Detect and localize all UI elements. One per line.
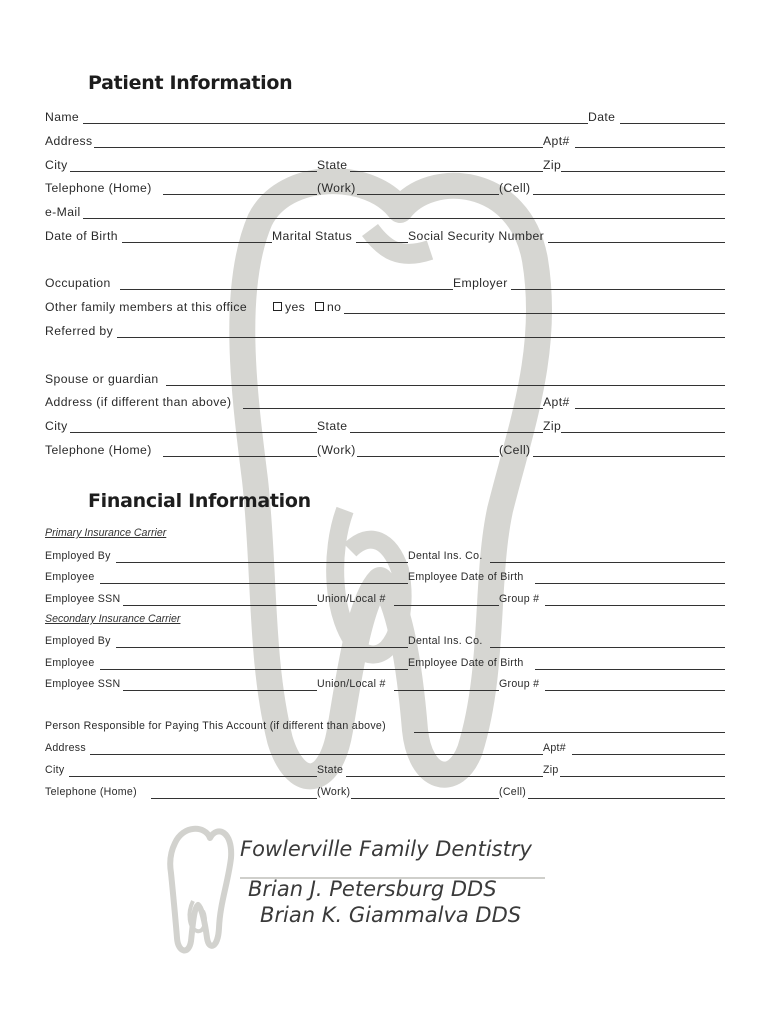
practice-logo	[165, 823, 555, 963]
referred-field[interactable]	[117, 337, 725, 338]
responsible-city-label: City	[45, 764, 65, 776]
name-label: Name	[45, 110, 80, 124]
spouse-address-label: Address (if different than above)	[45, 395, 232, 409]
responsible-city-field[interactable]	[69, 776, 317, 777]
primary-employee-dob-field[interactable]	[535, 583, 725, 584]
ssn-label: Social Security Number	[408, 229, 545, 243]
spouse-tel-work-field[interactable]	[357, 456, 499, 457]
secondary-ssn-label: Employee SSN	[45, 678, 121, 690]
spouse-city-row	[45, 419, 725, 435]
spouse-city-field[interactable]	[70, 432, 317, 433]
secondary-union-field[interactable]	[394, 690, 499, 691]
secondary-employee-label: Employee	[45, 657, 95, 669]
responsible-telephone-row	[45, 785, 725, 801]
primary-ssn-label: Employee SSN	[45, 593, 121, 605]
primary-employee-dob-label: Employee Date of Birth	[408, 571, 524, 583]
secondary-employed-by-label: Employed By	[45, 635, 111, 647]
responsible-row	[45, 719, 725, 735]
secondary-employed-row	[45, 634, 725, 650]
responsible-apt-field[interactable]	[572, 754, 725, 755]
address-row	[45, 134, 725, 150]
tel-cell-label: (Cell)	[499, 181, 531, 195]
responsible-state-field[interactable]	[346, 776, 543, 777]
secondary-group-label: Group #	[499, 678, 540, 690]
secondary-ssn-row	[45, 677, 725, 693]
city-row	[45, 158, 725, 174]
other-family-field[interactable]	[344, 313, 725, 314]
tooth-icon	[165, 823, 235, 963]
marital-field[interactable]	[356, 242, 408, 243]
dob-row	[45, 229, 725, 245]
responsible-tel-cell-label: (Cell)	[499, 786, 527, 798]
tooth-watermark	[200, 150, 570, 810]
zip-label: Zip	[543, 158, 562, 172]
responsible-label: Person Responsible for Paying This Account (if different than above)	[45, 720, 386, 732]
spouse-zip-field[interactable]	[561, 432, 725, 433]
referred-label: Referred by	[45, 324, 114, 338]
email-label: e-Mail	[45, 205, 81, 219]
primary-union-label: Union/Local #	[317, 593, 386, 605]
responsible-zip-field[interactable]	[560, 776, 725, 777]
spouse-apt-field[interactable]	[575, 408, 725, 409]
secondary-employee-dob-field[interactable]	[535, 669, 725, 670]
primary-dental-ins-field[interactable]	[490, 562, 725, 563]
yes-label: yes	[285, 300, 306, 314]
yes-checkbox[interactable]	[273, 302, 282, 311]
tel-home-label: Telephone (Home)	[45, 181, 152, 195]
spouse-tel-cell-label: (Cell)	[499, 443, 531, 457]
primary-employee-label: Employee	[45, 571, 95, 583]
responsible-apt-label: Apt#	[543, 742, 566, 754]
secondary-insurance-heading: Secondary Insurance Carrier	[45, 613, 181, 625]
no-checkbox[interactable]	[315, 302, 324, 311]
primary-employee-field[interactable]	[100, 583, 408, 584]
spouse-field[interactable]	[166, 385, 725, 386]
spouse-state-label: State	[317, 419, 348, 433]
primary-union-field[interactable]	[394, 605, 499, 606]
tel-work-label: (Work)	[317, 181, 356, 195]
secondary-dental-ins-label: Dental Ins. Co.	[408, 635, 483, 647]
responsible-state-label: State	[317, 764, 344, 776]
doctor-2: Brian K. Giammalva DDS	[260, 903, 522, 927]
spouse-address-row	[45, 395, 725, 411]
zip-field[interactable]	[561, 171, 725, 172]
spouse-tel-work-label: (Work)	[317, 443, 356, 457]
primary-ssn-field[interactable]	[123, 605, 317, 606]
referred-row	[45, 324, 725, 340]
responsible-tel-work-field[interactable]	[351, 798, 499, 799]
responsible-address-label: Address	[45, 742, 86, 754]
spouse-state-field[interactable]	[350, 432, 543, 433]
primary-ssn-row	[45, 592, 725, 608]
city-field[interactable]	[70, 171, 317, 172]
secondary-dental-ins-field[interactable]	[490, 647, 725, 648]
dob-label: Date of Birth	[45, 229, 118, 243]
no-option[interactable]	[315, 300, 341, 314]
primary-employed-by-label: Employed By	[45, 550, 111, 562]
secondary-group-field[interactable]	[545, 690, 725, 691]
occupation-field[interactable]	[120, 289, 453, 290]
spouse-city-label: City	[45, 419, 68, 433]
email-row	[45, 205, 725, 221]
responsible-city-row	[45, 763, 725, 779]
spouse-row	[45, 372, 725, 388]
spouse-telephone-row	[45, 443, 725, 459]
employer-label: Employer	[453, 276, 508, 290]
name-row	[45, 110, 725, 126]
email-field[interactable]	[83, 218, 725, 219]
spouse-tel-home-field[interactable]	[163, 456, 317, 457]
tel-work-field[interactable]	[357, 194, 499, 195]
spouse-address-field[interactable]	[243, 408, 543, 409]
primary-dental-ins-label: Dental Ins. Co.	[408, 550, 483, 562]
responsible-tel-work-label: (Work)	[317, 786, 351, 798]
state-label: State	[317, 158, 348, 172]
employer-field[interactable]	[511, 289, 725, 290]
no-label: no	[327, 300, 342, 314]
primary-insurance-heading: Primary Insurance Carrier	[45, 527, 167, 539]
spouse-tel-home-label: Telephone (Home)	[45, 443, 152, 457]
dob-field[interactable]	[122, 242, 272, 243]
date-label: Date	[588, 110, 616, 124]
tel-home-field[interactable]	[163, 194, 317, 195]
responsible-address-field[interactable]	[90, 754, 543, 755]
apt-label: Apt#	[543, 134, 570, 148]
name-field[interactable]	[83, 123, 588, 124]
occupation-row	[45, 276, 725, 292]
primary-employee-row	[45, 570, 725, 586]
patient-info-heading: Patient Information	[88, 72, 293, 94]
other-family-row	[45, 300, 725, 316]
secondary-employee-dob-label: Employee Date of Birth	[408, 657, 524, 669]
state-field[interactable]	[350, 171, 543, 172]
secondary-employee-field[interactable]	[100, 669, 408, 670]
practice-name: Fowlerville Family Dentistry	[240, 837, 532, 861]
occupation-label: Occupation	[45, 276, 111, 290]
city-label: City	[45, 158, 68, 172]
secondary-union-label: Union/Local #	[317, 678, 386, 690]
primary-group-label: Group #	[499, 593, 540, 605]
primary-employed-by-field[interactable]	[116, 562, 408, 563]
responsible-tel-home-label: Telephone (Home)	[45, 786, 137, 798]
responsible-address-row	[45, 741, 725, 757]
tel-cell-field[interactable]	[533, 194, 725, 195]
address-field[interactable]	[94, 147, 543, 148]
responsible-field[interactable]	[414, 732, 725, 733]
financial-info-heading: Financial Information	[88, 490, 311, 512]
marital-label: Marital Status	[272, 229, 353, 243]
primary-group-field[interactable]	[545, 605, 725, 606]
telephone-row	[45, 181, 725, 197]
secondary-ssn-field[interactable]	[123, 690, 317, 691]
responsible-tel-cell-field[interactable]	[528, 798, 725, 799]
spouse-tel-cell-field[interactable]	[533, 456, 725, 457]
apt-field[interactable]	[575, 147, 725, 148]
responsible-tel-home-field[interactable]	[151, 798, 317, 799]
spouse-label: Spouse or guardian	[45, 372, 159, 386]
secondary-employed-by-field[interactable]	[116, 647, 408, 648]
other-family-label: Other family members at this office	[45, 300, 248, 314]
secondary-employee-row	[45, 656, 725, 672]
doctor-1: Brian J. Petersburg DDS	[248, 877, 497, 901]
address-label: Address	[45, 134, 93, 148]
responsible-zip-label: Zip	[543, 764, 559, 776]
spouse-apt-label: Apt#	[543, 395, 570, 409]
date-field[interactable]	[620, 123, 725, 124]
primary-employed-row	[45, 549, 725, 565]
yes-option[interactable]	[273, 300, 305, 314]
ssn-field[interactable]	[548, 242, 725, 243]
spouse-zip-label: Zip	[543, 419, 562, 433]
